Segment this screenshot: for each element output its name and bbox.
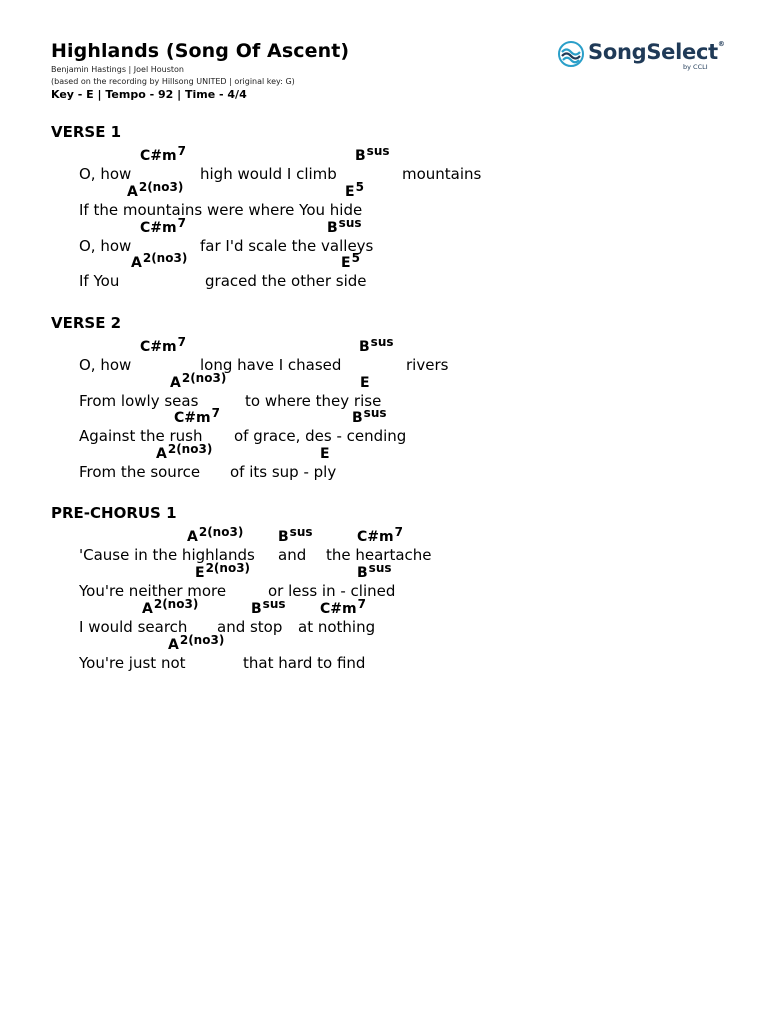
chord: C#m7 xyxy=(140,335,186,355)
lyric-line xyxy=(0,525,768,565)
lyric-segment: I would search xyxy=(79,618,188,636)
chord: Bsus xyxy=(278,525,313,545)
lyric-segment: to where they rise xyxy=(245,392,382,410)
lyric-line xyxy=(0,442,768,482)
lyric-line xyxy=(0,216,768,256)
lyric-segment: You're neither more xyxy=(79,582,227,600)
songselect-logo xyxy=(558,40,725,74)
lyric-segment: graced the other side xyxy=(205,272,367,290)
lyric-segment: You're just not xyxy=(79,654,186,672)
section-label-verse-2: VERSE 2 xyxy=(51,314,122,332)
lyric-segment: O, how xyxy=(79,356,132,374)
lyric-segment: O, how xyxy=(79,237,132,255)
lyric-line xyxy=(0,180,768,220)
lyric-segment: From the source xyxy=(79,463,201,481)
chord: Bsus xyxy=(327,216,362,236)
lyric-segment: or less in - clined xyxy=(268,582,396,600)
chord: C#m7 xyxy=(174,406,220,426)
lyric-segment: mountains xyxy=(402,165,482,183)
song-authors: Benjamin Hastings | Joel Houston xyxy=(51,65,184,74)
logo-wordmark: SongSelect® xyxy=(588,40,725,64)
chord: C#m7 xyxy=(140,144,186,164)
chord: A2(no3) xyxy=(142,597,199,617)
lyric-segment: at nothing xyxy=(298,618,376,636)
chord: E xyxy=(320,446,330,462)
chord: A2(no3) xyxy=(156,442,213,462)
section-label-pre-chorus-1: PRE-CHORUS 1 xyxy=(51,504,177,522)
lyric-segment: From lowly seas xyxy=(79,392,199,410)
lyric-line xyxy=(0,251,768,291)
section-label-verse-1: VERSE 1 xyxy=(51,123,122,141)
lyric-segment: Against the rush xyxy=(79,427,203,445)
lyric-segment: long have I chased xyxy=(200,356,342,374)
lyric-line xyxy=(0,561,768,601)
lyric-segment: far I'd scale the valleys xyxy=(200,237,374,255)
lyric-line xyxy=(0,406,768,446)
lyric-segment: high would I climb xyxy=(200,165,337,183)
lyric-segment: If the mountains were where You hide xyxy=(79,201,363,219)
lyric-line xyxy=(0,597,768,637)
lyric-segment: 'Cause in the highlands xyxy=(79,546,255,564)
lyric-segment: and xyxy=(278,546,307,564)
lyric-line xyxy=(0,633,768,673)
chord: C#m7 xyxy=(320,597,366,617)
lyric-segment: of grace, des - cending xyxy=(234,427,407,445)
chord: E2(no3) xyxy=(195,561,251,581)
song-title: Highlands (Song Of Ascent) xyxy=(51,40,350,62)
recording-info: (based on the recording by Hillsong UNITED | original key: G) xyxy=(51,77,295,86)
chord: Bsus xyxy=(251,597,286,617)
chord: Bsus xyxy=(355,144,390,164)
chord: A2(no3) xyxy=(127,180,184,200)
lyric-segment: of its sup - ply xyxy=(230,463,337,481)
chord: Bsus xyxy=(357,561,392,581)
lyric-segment: the heartache xyxy=(326,546,432,564)
lyric-segment: If You xyxy=(79,272,120,290)
chord: E5 xyxy=(345,180,364,200)
logo-byline: by CCLI xyxy=(683,63,708,71)
chord: A2(no3) xyxy=(170,371,227,391)
lyric-line xyxy=(0,335,768,375)
songselect-wave-icon xyxy=(558,41,584,67)
key-tempo-time: Key - E | Tempo - 92 | Time - 4/4 xyxy=(51,88,247,101)
chord: A2(no3) xyxy=(187,525,244,545)
lyric-segment: and stop xyxy=(217,618,283,636)
chord: A2(no3) xyxy=(168,633,225,653)
lyric-segment: that hard to find xyxy=(243,654,366,672)
chord: C#m7 xyxy=(357,525,403,545)
lyric-segment: O, how xyxy=(79,165,132,183)
chord: C#m7 xyxy=(140,216,186,236)
lyric-line xyxy=(0,144,768,184)
lyric-segment: rivers xyxy=(406,356,449,374)
chord: E5 xyxy=(341,251,360,271)
chord: Bsus xyxy=(352,406,387,426)
chord: A2(no3) xyxy=(131,251,188,271)
chord: Bsus xyxy=(359,335,394,355)
chord: E xyxy=(360,375,370,391)
